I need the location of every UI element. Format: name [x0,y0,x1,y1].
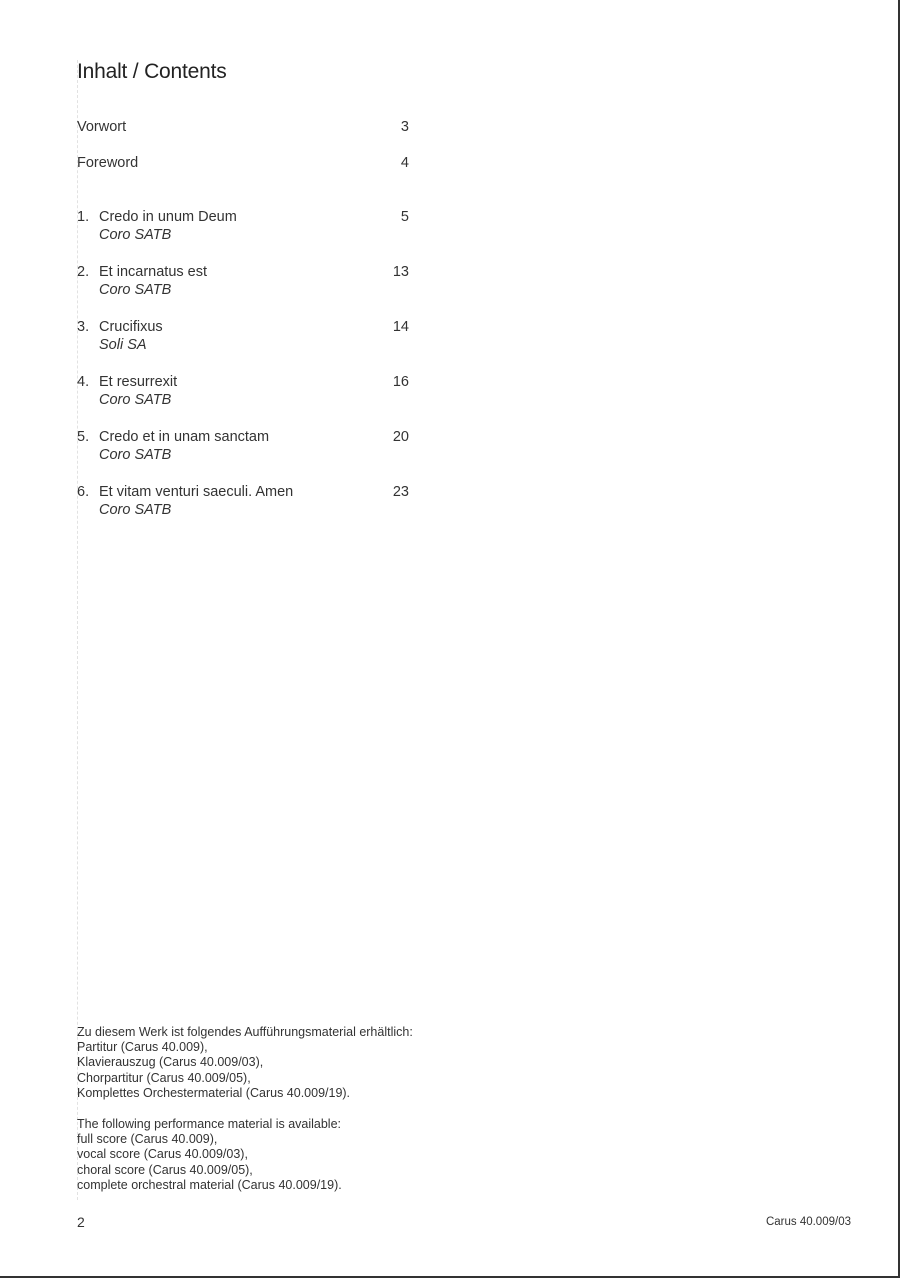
page-title: Inhalt / Contents [77,60,227,83]
toc-entry-page: 3 [400,119,409,135]
material-item: Chorpartitur (Carus 40.009/05), [77,1070,251,1085]
movement-title: Et resurrexit [99,374,178,390]
movement-number: 2. [77,264,90,280]
movement-title: Credo in unum Deum [99,209,237,225]
movement-title: Et vitam venturi saeculi. Amen [99,484,294,500]
movement-scoring: Soli SA [99,337,147,353]
toc-movement-3 [77,318,409,354]
movement-number: 3. [77,319,90,335]
movement-number: 4. [77,374,90,390]
movement-title: Credo et in unam sanctam [99,429,270,445]
movement-scoring: Coro SATB [99,282,172,298]
toc-movement-4 [77,373,409,409]
toc-entry-label: Vorwort [77,119,127,135]
material-item: choral score (Carus 40.009/05), [77,1162,253,1177]
performance-material-german [77,1025,413,1101]
movement-number: 5. [77,429,90,445]
toc-movement-5 [77,428,409,464]
movement-number: 6. [77,484,90,500]
material-item: Partitur (Carus 40.009), [77,1040,208,1055]
movement-page: 5 [400,209,409,225]
toc-movement-6 [77,483,409,519]
toc-movement-1 [77,208,409,244]
material-item: complete orchestral material (Carus 40.009/19). [77,1177,342,1192]
movement-page: 23 [392,484,409,500]
movement-title: Crucifixus [99,319,163,335]
movement-page: 14 [392,319,409,335]
toc-entry-label: Foreword [77,155,139,171]
toc-entry-vorwort [77,118,409,136]
movement-title: Et incarnatus est [99,264,207,280]
movement-scoring: Coro SATB [99,502,172,518]
material-intro: The following performance material is available: [77,1117,342,1131]
movement-scoring: Coro SATB [99,447,172,463]
catalog-number: Carus 40.009/03 [765,1216,851,1228]
toc-entry-page: 4 [400,155,409,171]
toc-movement-2 [77,263,409,299]
material-intro: Zu diesem Werk ist folgendes Aufführungsmaterial erhältlich: [77,1025,413,1039]
toc-entry-foreword [77,154,409,172]
movement-page: 20 [392,429,409,445]
performance-material-english [77,1117,342,1193]
movement-scoring: Coro SATB [99,392,172,408]
page-number: 2 [77,1214,85,1230]
material-item: Komplettes Orchestermaterial (Carus 40.009/19). [77,1085,351,1100]
movement-number: 1. [77,209,90,225]
movement-page: 13 [392,264,409,280]
material-item: full score (Carus 40.009), [77,1132,218,1147]
material-item: Klavierauszug (Carus 40.009/03), [77,1055,264,1070]
movement-page: 16 [392,374,409,390]
movement-scoring: Coro SATB [99,227,172,243]
material-item: vocal score (Carus 40.009/03), [77,1147,248,1162]
